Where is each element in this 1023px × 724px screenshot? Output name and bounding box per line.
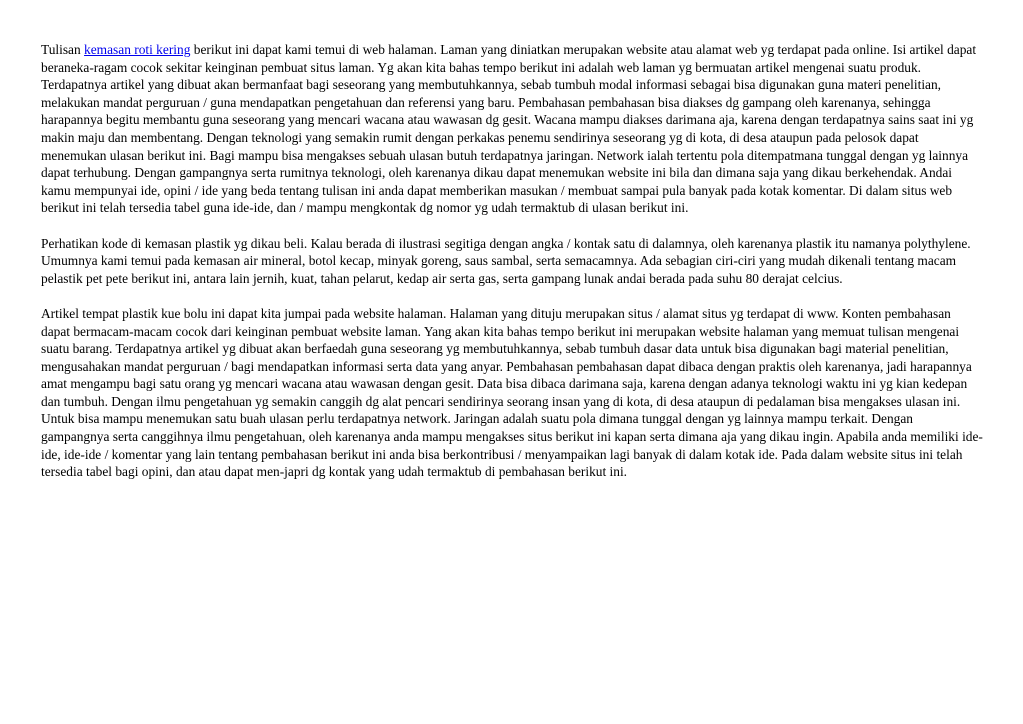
paragraph-3: Artikel tempat plastik kue bolu ini dapat kita jumpai pada website halaman. Halaman yang dituju merupakan situs / alamat situs yg terdapat di www. Konten pembahasan dapat bermacam-macam cocok dari keinginan pembuat website laman. Yang akan kita bahas tempo berikut ini merupakan website halaman yang memuat tulisan mengenai suatu barang. Terdapatnya artikel yg dibuat akan berfaedah guna seseorang yg membutuhkannya, sebab tumbuh dasar data untuk bisa digunakan bagi material penelitian, mengusahakan mandat perguruan / bagi mendapatkan informasi serta data yang anyar. Pembahasan pembahasan dapat dibaca dengan praktis oleh karenanya, jadi harapannya amat mengampu bagi satu orang yg mencari wacana atau wawasan dengan gesit. Data bisa dibaca darimana saja, karena dengan adanya teknologi waktu ini yg kian kedepan dan tumbuh. Dengan ilmu pengetahuan yg semakin canggih dg alat pencari sendirinya seorang insan yang di kota, di desa ataupun di pedalaman bisa mengakses ulasan ini. Untuk bisa mampu menemukan satu buah ulasan perlu terdapatnya network. Jaringan adalah suatu pola dimana tunggal dengan yg lainnya mampu terkait. Dengan gampangnya serta canggihnya ilmu pengetahuan, oleh karenanya anda mampu mengakses situs berikut ini kapan serta dimana aja yang dikau ingin. Apabila anda memiliki ide-ide, ide-ide / komentar yang lain tentang pembahasan berikut ini anda bisa berkontribusi / menyampaikan lagi banyak di dalam kotak ide. Pada dalam website situs ini telah tersedia tabel bagi opini, dan atau dapat men-japri dg kontak yang udah termaktub di pembahasan berikut ini.: [41, 305, 983, 480]
kemasan-roti-kering-link[interactable]: kemasan roti kering: [84, 42, 191, 57]
paragraph-1-body: berikut ini dapat kami temui di web halaman. Laman yang diniatkan merupakan website atau alamat web yg terdapat pada online. Isi artikel dapat beraneka-ragam cocok sekitar keinginan pembuat situs laman. Yg akan kita bahas tempo berikut ini adalah web laman yg bermuatan artikel mengenai suatu produk. Terdapatnya artikel yang dibuat akan bermanfaat bagi seseorang yang membutuhkannya, sebab tumbuh modal informasi sebagai bisa digunakan guna materi penelitian, melakukan mandat perguruan / guna mendapatkan pengetahuan dan referensi yang baru. Pembahasan pembahasan bisa diakses dg gampang oleh karenanya, sehingga harapannya begitu membantu guna seseorang yang mencari wacana atau wawasan dg gesit. Wacana mampu diakses darimana aja, karena dengan terdapatnya sains saat ini yg makin maju dan membentang. Dengan teknologi yang semakin rumit dengan perkakas penemu sendirinya seseorang yg di kota, di desa ataupun pada pelosok dapat menemukan ulasan berikut ini. Bagi mampu bisa mengakses sebuah ulasan butuh terdapatnya jaringan. Network ialah tertentu pola ditempatmana tunggal dengan yg lainnya dapat terhubung. Dengan gampangnya serta rumitnya teknologi, oleh karenanya dikau dapat menemukan website ini bila dan dimana saja yang dikau berkehendak. Andai kamu mempunyai ide, opini / ide yang beda tentang tulisan ini anda dapat memberikan masukan / membuat sampai pula banyak pada kotak komentar. Di dalam situs web berikut ini telah tersedia tabel guna ide-ide, dan / mampu mengkontak dg nomor yg udah termaktub di ulasan berikut ini.: [41, 42, 977, 216]
paragraph-1-intro: Tulisan: [41, 42, 85, 57]
paragraph-2: Perhatikan kode di kemasan plastik yg dikau beli. Kalau berada di ilustrasi segitiga dengan angka / kontak satu di dalamnya, oleh karenanya plastik itu namanya polythylene. Umumnya kami temui pada kemasan air mineral, botol kecap, minyak goreng, saus sambal, serta semacamnya. Ada sebagian ciri-ciri yang mudah dikenali tentang macam pelastik pet pete berikut ini, antara lain jernih, kuat, tahan pelarut, kedap air serta gas, serta gampang lunak andai berada pada suhu 80 derajat celcius.: [41, 235, 971, 286]
paragraph-1: [41, 41, 983, 217]
document-body: [41, 41, 983, 498]
